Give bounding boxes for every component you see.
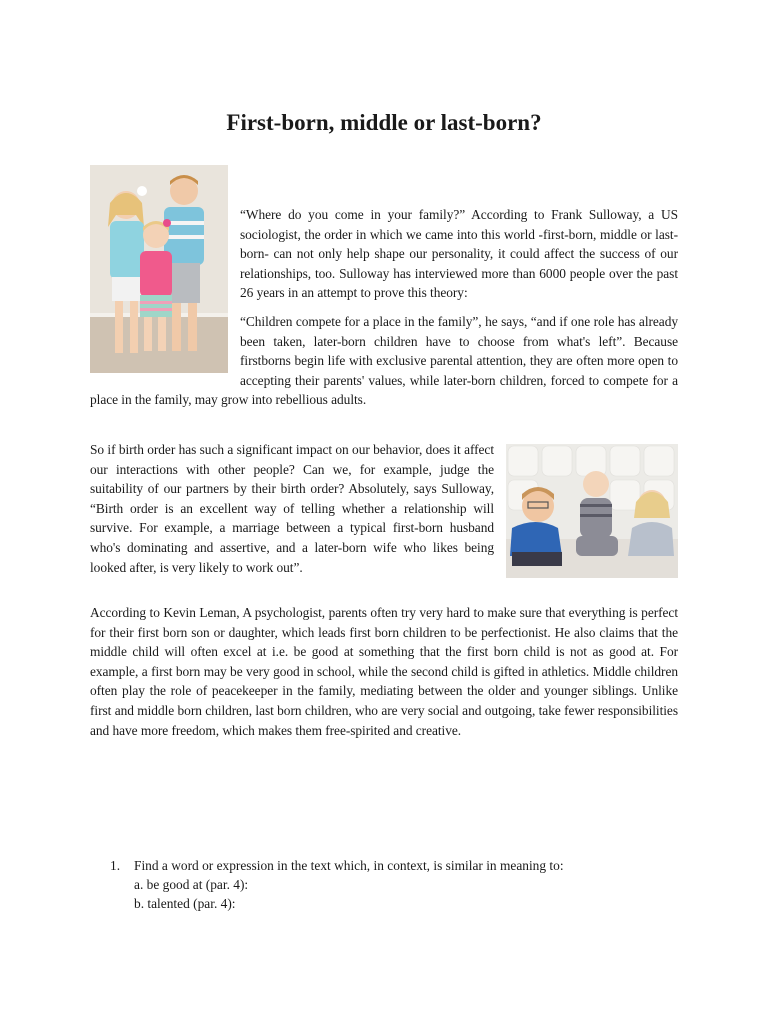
questions-section xyxy=(110,856,670,913)
text-block-3 xyxy=(90,603,678,749)
page-title: First-born, middle or last-born? xyxy=(226,110,542,136)
text-block-2 xyxy=(90,440,678,586)
question-item-a: a. be good at (par. 4): xyxy=(134,877,249,892)
photo-three-children-standing xyxy=(90,165,228,373)
paragraph-3: So if birth order has such a significant impact on our behavior, does it affect our interactions with other people? Can we, for example, judge the suitability of our partners by their birth order? Absolutely, says Sulloway, “Birth order is an excellent way of telling whether a relationship will survive. For example, a marriage between a typical first-born husband who's dominating and assertive, and a later-born wife who likes being looked after, is very likely to work out”. xyxy=(90,442,494,575)
question-item-b: b. talented (par. 4): xyxy=(134,896,236,911)
question-number: 1. xyxy=(110,858,121,873)
text-block-1 xyxy=(90,205,678,419)
paragraph-1: “Where do you come in your family?” According to Frank Sulloway, a US sociologist, the order in which we came into this world -first-born, middle or last-born- can not only help shape our personality, it could affect the success of our relationships, too. Sulloway has interviewed more than 6000 people over the past 26 years in an attempt to prove this theory: xyxy=(240,207,678,301)
question-prompt: Find a word or expression in the text which, in context, is similar in meaning to: xyxy=(134,858,564,873)
paragraph-2: “Children compete for a place in the family”, he says, “and if one role has already been taken, later-born children have to choose from what's left”. Because firstborns begin life with exclusive parental attention, they are often more open to accepting their parents' values, while later-born children, forced to compete for a place in the family, may grow into rebellious adults. xyxy=(90,313,678,408)
question-1 xyxy=(110,856,670,913)
paragraph-4: According to Kevin Leman, A psychologist, parents often try very hard to make sure that everything is perfect for their first born son or daughter, which leads first born children to be perfectionist. He also claims that the middle child will often excel at i.e. be good at something that the first born child is not as good at. For example, a first born may be very good in school, while the second child is gifted in athletics. Middle children often play the role of peacekeeper in the family, mediating between the older and younger siblings. Unlike first and middle born children, last born children, who are very social and outgoing, take fewer responsibilities and have more freedom, which makes them free-spirited and creative. xyxy=(90,605,678,738)
photo-three-children-sitting xyxy=(506,444,678,578)
